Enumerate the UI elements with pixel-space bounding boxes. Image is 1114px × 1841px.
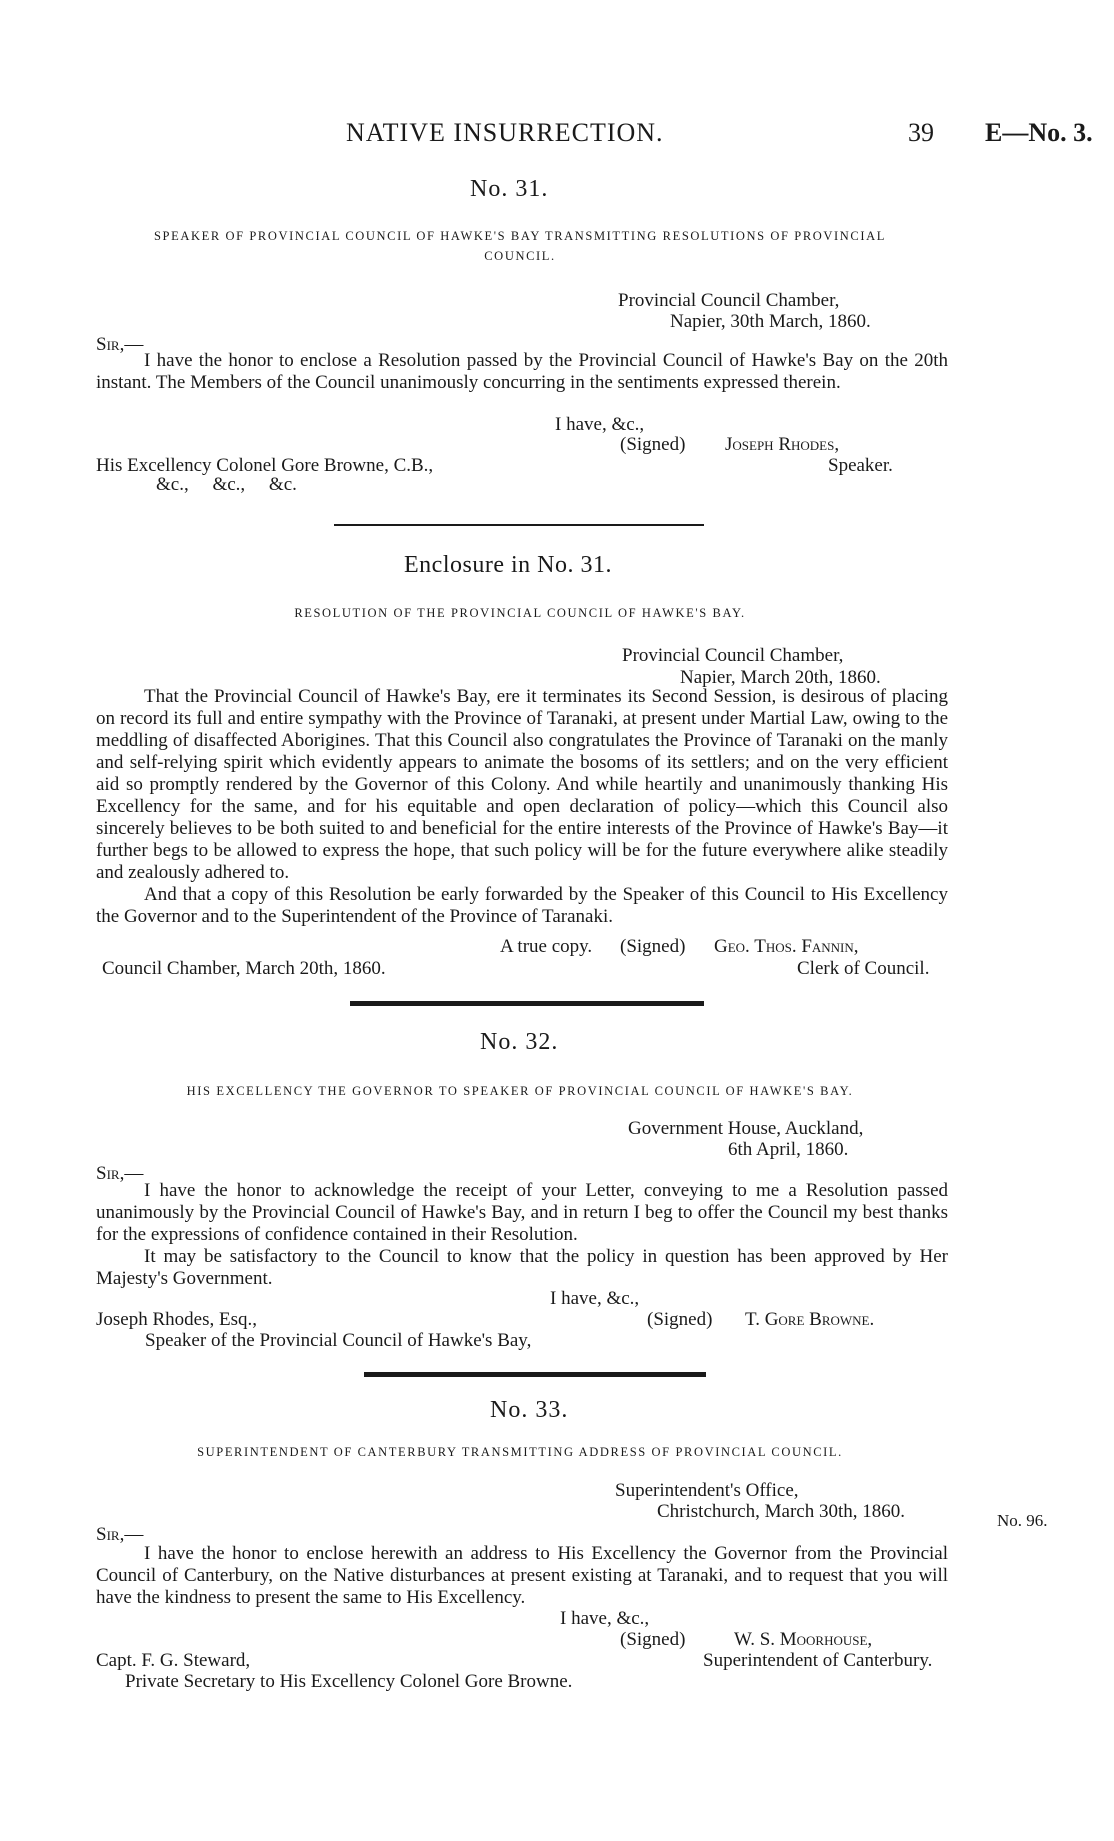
section-divider-heavy [350, 1001, 704, 1006]
doc31-signer: Joseph Rhodes, [725, 434, 840, 455]
doc32-number: No. 32. [480, 1029, 559, 1055]
doc32-addressee-title: Speaker of the Provincial Council of Hawke's Bay, [145, 1330, 532, 1351]
enclosure-signer: Geo. Thos. Fannin, [714, 936, 859, 957]
doc33-signed: (Signed) [620, 1629, 686, 1650]
doc31-addressee: His Excellency Colonel Gore Browne, C.B., [96, 455, 434, 476]
doc32-signed: (Signed) [647, 1309, 713, 1330]
doc32-closing: I have, &c., [550, 1288, 640, 1309]
doc31-addressee-etc: &c., &c., &c. [156, 474, 297, 495]
running-title: NATIVE INSURRECTION. [346, 118, 664, 147]
enclosure-signer-title: Clerk of Council. [797, 958, 930, 979]
doc33-place-line2: Christchurch, March 30th, 1860. [657, 1501, 906, 1522]
enclosure-true-copy: A true copy. [500, 936, 593, 957]
doc31-salutation: Sir,— [96, 334, 144, 355]
enclosure-place-line2: Napier, March 20th, 1860. [680, 667, 881, 688]
doc33-body: I have the honor to enclose herewith an address to His Excellency the Governor from the Provincial Council of Canterbury, on the Native disturbances at present existing at Taranaki, and to request that you will have the kindness to present the same to His Excellency. [96, 1543, 948, 1608]
doc32-place-line1: Government House, Auckland, [628, 1118, 864, 1139]
document-reference: E—No. 3. [985, 118, 1093, 147]
doc32-addressee: Joseph Rhodes, Esq., [96, 1309, 257, 1330]
doc31-place-line1: Provincial Council Chamber, [618, 290, 840, 311]
doc33-number: No. 33. [490, 1397, 569, 1423]
doc33-closing: I have, &c., [560, 1608, 650, 1629]
doc32-signer: T. Gore Browne. [745, 1309, 875, 1330]
enclosure-signed: (Signed) [620, 936, 686, 957]
enclosure-heading: Enclosure in No. 31. [404, 552, 612, 578]
doc31-signer-title: Speaker. [828, 455, 893, 476]
doc33-signer-title: Superintendent of Canterbury. [703, 1650, 933, 1671]
doc31-number: No. 31. [470, 176, 549, 202]
page-number: 39 [908, 118, 934, 147]
enclosure-subheading: RESOLUTION OF THE PROVINCIAL COUNCIL OF HAWKE'S BAY. [294, 606, 746, 620]
section-divider-heavy [364, 1372, 706, 1377]
enclosure-place-line1: Provincial Council Chamber, [622, 645, 844, 666]
doc31-heading-line1: SPEAKER OF PROVINCIAL COUNCIL OF HAWKE'S BAY TRANSMITTING RESOLUTIONS OF PROVINCIAL [153, 229, 886, 243]
enclosure-resolution: That the Provincial Council of Hawke's Bay, ere it terminates its Second Session, is desirous of placing on record its full and entire sympathy with the Province of Taranaki, at present under Martial Law, owing to the meddling of disaffected Aborigines. That this Council also congratulates the Province of Taranaki on the manly and self-relying spirit which evidently appears to animate the bosoms of its settlers; and on the very efficient aid so promptly rendered by the Governor of this Colony. And while heartily and unanimously thanking His Excellency for the same, and for his equitable and open declaration of policy—which this Council also sincerely believes to be both suited to and beneficial for the entire interests of the Province of Hawke's Bay—it further begs to be allowed to express the hope, that such policy will be for the future everywhere alike steadily and zealously adhered to. And that a copy of this Resolution be early forwarded by the Speaker of this Council to His Excellency the Governor and to the Superintendent of the Province of Taranaki. [96, 686, 948, 927]
doc31-signed: (Signed) [620, 434, 686, 455]
doc31-heading-line2: COUNCIL. [484, 249, 556, 263]
doc31-place-line2: Napier, 30th March, 1860. [670, 311, 871, 332]
doc32-body: I have the honor to acknowledge the receipt of your Letter, conveying to me a Resolution passed unanimously by the Provincial Council of Hawke's Bay, and in return I beg to offer the Council my best thanks for the expressions of confidence contained in their Resolution. It may be satisfactory to the Council to know that the policy in question has been approved by Her Majesty's Government. [96, 1180, 948, 1289]
section-divider [334, 524, 704, 526]
enclosure-footer-place: Council Chamber, March 20th, 1860. [102, 958, 386, 979]
doc31-closing: I have, &c., [555, 414, 645, 435]
doc33-addressee: Capt. F. G. Steward, [96, 1650, 251, 1671]
doc33-salutation: Sir,— [96, 1524, 144, 1545]
doc33-place-line1: Superintendent's Office, [615, 1480, 799, 1501]
doc33-addressee-title: Private Secretary to His Excellency Colonel Gore Browne. [125, 1671, 573, 1692]
doc32-salutation: Sir,— [96, 1163, 144, 1184]
doc33-margin-note: No. 96. [997, 1511, 1048, 1530]
doc32-heading: HIS EXCELLENCY THE GOVERNOR TO SPEAKER OF PROVINCIAL COUNCIL OF HAWKE'S BAY. [186, 1084, 854, 1098]
doc33-signer: W. S. Moorhouse, [734, 1629, 873, 1650]
doc32-place-line2: 6th April, 1860. [728, 1139, 849, 1160]
doc33-heading: SUPERINTENDENT OF CANTERBURY TRANSMITTING ADDRESS OF PROVINCIAL COUNCIL. [197, 1445, 843, 1459]
doc31-body: I have the honor to enclose a Resolution passed by the Provincial Council of Hawke's Bay on the 20th instant. The Members of the Council unanimously concurring in the sentiments expressed therein. [96, 350, 948, 393]
